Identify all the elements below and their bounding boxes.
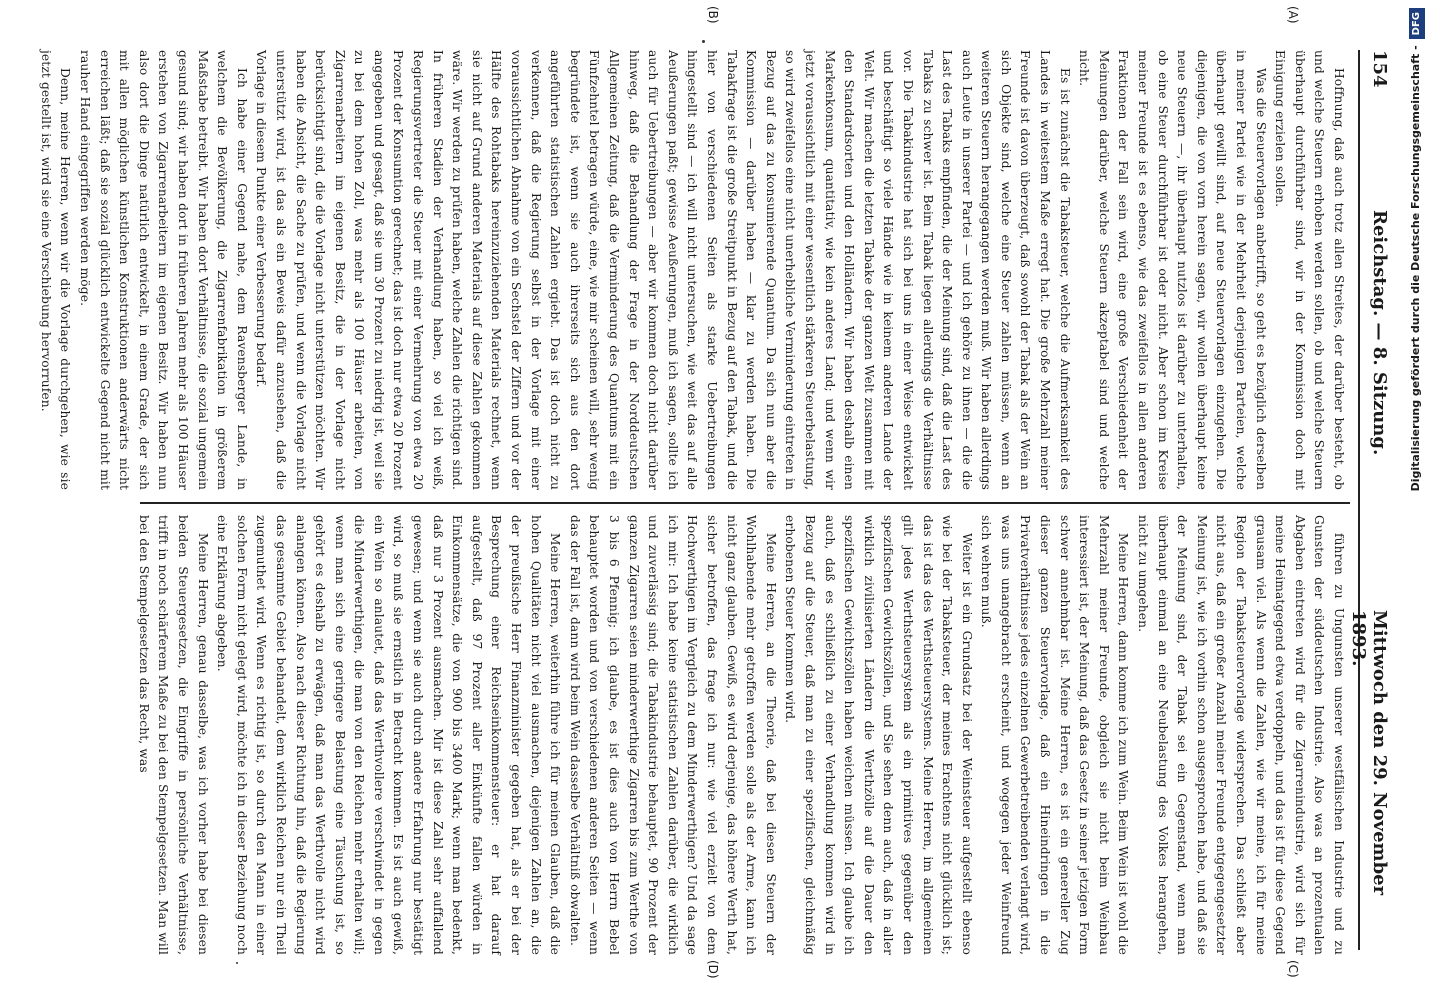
text-column-right <box>136 515 1348 955</box>
paragraph: führen zu Ungunsten unserer westfälischen Industrie und zu Gunsten der süddeutschen Industrie. Also was an prozentualen Abgaben eintreten wird für die Zigarrenindustrie, wird sich für meine Heimatgegend etwa verdoppeln, und das ist für diese Gegend grausam viel. Als wenn die Zahlen, wie wir meine, ich für meine Region der Tabaksteuervorlage widersprechen. Das schließt aber nicht aus, daß ein großer Anzahl meiner Freunde entgegengesetzter Meinung ist, wie ich vorhin schon ausgesprochen habe, und daß sie der Meinung sind, der Tabak sei ein Gegenstand, wenn man überhaupt einmal an eine Neubelastung des Volkes herangehen, nicht zu umgehen. <box>1136 515 1346 955</box>
paragraph: Es ist zunächst die Tabaksteuer, welche die Aufmerksamkeit des Landes in weitestem Maße erregt hat. Die große Mehrzahl meiner Freunde ist davon überzeugt, daß sowohl der Tabak als der Wein an sich Objekte sind, welche eine Steuer zahlen müssen, wenn an weiteren Steuern herangegangen werden muß. Wir haben allerdings auch Leute in unserer Partei — und ich gehöre zu ihnen — die die Last des Tabaks empfinden, die der Meinung sind, daß die Last des Tabaks zu schwer ist. Beim Tabak liegen allerdings die Verhältnisse vor. Die Tabakindustrie hat sich bei uns in einer Weise entwickelt und beschäftigt so viele Hände wie in keinem anderen Lande der Welt. Wir machen die letzten Tabake der ganzen Welt zusammen mit den Standardsorten und den Holländern. Wir haben deshalb einen Markenkonsum, quantitativ, wie kein anderes Land; und wenn wir jetzt voraussichtlich mit einer wesentlich stärkeren Steuerbelastung, so wird zweifellos eine nicht unerhebliche Verminderung eintreten in Bezug auf das zu konsumierende Quantum. Da sich nun aber die Kommission — darüber haben — klar zu werden haben. Die Tabakfrage ist die große Streitpunkt in Bezug auf den Tabak, und die hier von verschiedenen Seiten als starke Uebertreibungen hingestellt sind — ich will nicht untersuchen, wie weit das auf alle Aeußerungen paßt; gewisse Aeußerungen, muß ich sagen, sollte ich auch für Uebertreibungen — aber wir kommen doch nicht darüber hinweg, daß die Behandlung der Frage in der Norddeutschen Allgemeinen Zeitung, daß die Verminderung des Quantums mit ein Fünfzehntel betragen würde, eine, wie mir scheinen will, sehr wenig begründete ist, wenn sie auch ihrerseits sich aus den dort angeführten statistischen Zahlen ergiebt. Das ist doch nicht zu verkennen, daß die Regierung selbst in der Vorlage mit einer voraussichtlichen Abnahme von ein Sechstel der Ziffern und vor der Hälfte des Rohtabaks hereinzuziehenden Materials rechnet, wenn sie nicht auf Grund anderen Materials auf diese Zahlen gekommen wäre. Wir werden zu prüfen haben, welche Zahlen die richtigen sind. In früheren Stadien der Verhandlung haben, so viel ich weiß, Regierungsvertreter die Steuer mit einer Vermehrung von etwa 20 Prozent der Konsumtion gerechnet; das ist doch nur etwa 20 Prozent angegeben und gesagt, daß sie um 30 Prozent zu niedrig ist, weil sie zu bei dem hohen Zoll, was mehr als 100 Häuser arbeiten, von Zigarrenarbeitern im eigenen Besitz, die in der Vorlage nicht berücksichtigt sind, die die Vorlage nicht unterstützen möchten. Wir haben die Absicht, die Sache zu prüfen, und wenn die Vorlage nicht unterstützt wird, ist das als ein Beweis dafür anzusehen, daß die Vorlage in diesem Punkte einer Verbesserung bedarf. <box>254 50 1072 490</box>
session-title: Reichstag. — 8. Sitzung. <box>1369 210 1390 456</box>
scan-speck <box>702 40 705 43</box>
text-column-left <box>38 50 1348 490</box>
page-header <box>1348 50 1400 950</box>
paragraph: Meine Herren, weiterhin führe ich für meinen Glauben, daß die hohen Qualitäten nicht viel ausmachen, diejenigen Zahlen an, die der preußische Herr Finanzminister gegeben hat, als er bei der Besprechung einer Reichseinkommensteuer: er hat darauf aufgestellt, daß 97 Prozent aller Einkünfte fallen würden in Einkommensätze, die von 900 bis 3400 Mark; wenn man bedenkt, daß nur 3 Prozent ausmachen. Mir ist diese Zahl sehr auffallend gewesen; und wenn sie auch durch andere Erfahrung nur bestätigt wird, so muß sie ernstlich in Betracht kommen. Es ist auch gewiß, ein Wein so anlautet, daß das Werthvollere verschwindet in gegen die Minderwerthigen, die man von den Reichen mehr erhalten will; wenn man sich eine geringere Belastung eine Täuschung ist, so gehört es deshalb zu erwägen, daß man das Werthvolle nicht wird anlangen können. Also nach dieser Richtung hin, daß die Regierung das gesammte Gebiet behandelt, dem wirklich Reichen nur ein Theil zugemuthet wird. Wenn es richtig ist, so durch den Mann in einer solchen Form nicht gelegt wird, möchte ich in dieser Beziehung noch eine Erklärung abgeben. <box>215 515 563 955</box>
margin-marker-b: (B) <box>706 6 720 24</box>
paragraph: Ich habe einer Gegend nahe, dem Ravensberger Lande, in welchem die Bevölkerung, die Zigarrenfabrikation in größerem Maßstabe betreibt. Wir haben dort Verhältnisse, die sozial ungemein gesund sind; wir haben dort in früheren Jahren mehr als 100 Häuser erstehen von Zigarrenarbeitern im eigenen Besitz. Wir haben nun also dort die Dinge natürlich entwickelt, in einem Grade, der sich mit allen möglichen künstlichen Konstruktionen anderwärts nicht erreichen läßt; daß sie sozial glücklich entwickelte Gegend nicht mit rauher Hand eingegriffen werden möge. <box>78 50 249 490</box>
paragraph: Was die Steuervorlagen anbetrifft, so geht es bezüglich derselben in meiner Partei wie in der Mehrheit derjenigen Parteien, welche überhaupt gewillt sind, auf neue Steuervorlagen einzugehen. Die diejenigen, die von vorn herein sagen, wir wollen überhaupt keine neue Steuern —, ihr überhaupt nutzlos ist darüber zu unterhalten, ob eine Steuer durchführbar ist oder nicht. Aber schon im Kreise meiner Freunde ist es ebenso, wie das zweifellos in allen anderen Fraktionen der Fall sein wird, eine große Verschiedenheit der Meinungen darüber, welche Steuern akzeptabel sind und welche nicht. <box>1077 50 1268 490</box>
dfg-logo: DFG <box>1409 8 1425 39</box>
paragraph: Meine Herren, genau dasselbe, was ich vorher habe bei diesen beiden Steuergesetzen, die Eingriffe in persönliche Verhältnisse, trifft in noch schärferem Maße zu bei den Stempelgesetzen. Man will bei den Stempelgesetzen das Recht, was <box>136 515 210 955</box>
paragraph: Hoffnung, daß auch trotz allen Streites, der darüber besteht, ob und welche Steuern erhoben werden sollen, ob und welche Steuern überhaupt durchführbar sind, wir in der Kommission doch mit Einigung erzielen sollen. <box>1273 50 1346 490</box>
column-divider <box>140 502 1350 504</box>
paragraph: Meine Herren, dann komme ich zum Wein. Beim Wein ist wohl die Mehrzahl meiner Freunde, obgleich sie nicht beim Weinbau interessiert ist, der Meinung, daß das Gesetz in seiner jetzigen Form schwer annehmbar ist. Meine Herren, es ist ein genereller Zug dieser ganzen Steuervorlage, daß ein Hineindringen in die Privatverhältnisse jedes einzelnen Gewerbetreibenden verlangt wird, was uns unangebracht erscheint, und wogegen jeder Weinfreund sich wehren muß. <box>979 515 1131 955</box>
scan-speck <box>236 962 238 964</box>
paragraph: Meine Herren, an die Theorie, daß bei diesen Steuern der Wohlhabende mehr getroffen werden solle als der Arme, kann ich nicht ganz glauben. Gewiß, es wird derjenige, das höhere Werth hat, sicher betroffen, das frage ich nur: wie viel erzielt von dem Hochwerthigen im Vergleich zu dem Minderwerthigen? Und da sage ich mir: Ich habe keine statistischen Zahlen darüber, die wirklich und zuverlässig sind; die Tabakindustrie behauptet, 90 Prozent der ganzen Zigarren seien minderwerthige Zigarren bis zum Werthe von 3 bis 6 Pfennig; ich glaube, es ist dies auch von Herrn Bebel behauptet worden und von verschiedenen anderen Seiten — wenn das der Fall ist, dann wird beim Wein dasselbe Verhältniß obwalten. <box>567 515 778 955</box>
digitization-credit <box>1405 8 1427 948</box>
margin-marker-c: (C) <box>1286 960 1300 978</box>
margin-marker-a: (A) <box>1286 6 1300 24</box>
rotated-page <box>38 6 1420 980</box>
page-number: 154 <box>1369 50 1390 88</box>
session-date: Mittwoch den 29. November 1893. <box>1348 610 1390 896</box>
margin-marker-d: (D) <box>706 960 720 979</box>
digitization-credit-text: Digitalisierung gefördert durch die Deutsche Forschungsgemeinschaft - <box>1409 45 1422 492</box>
paragraph: Denn, meine Herren, wenn wir die Vorlage durchgehen, wie sie jetzt gestellt ist, wird sie eine Verschiebung hervorrufen. <box>38 50 73 490</box>
paragraph: Weiter ist ein Grundsatz bei der Weinsteuer aufgestellt ebenso wie bei der Tabaksteuer, der meines Erachtens nicht glücklich ist; das ist das des Werthsteuersystems. Meine Herren, im allgemeinen gilt jedes Werthsteuersystem als ein primitives gegenüber den spezifischen Gewichtszöllen, und Sie sehen denn auch, daß in aller wirklich zivilisierten Ländern die Werthzölle auf die Dauer den spezifischen Gewichtszöllen haben weichen müssen. Ich glaube ich auch, daß es schließlich zu einer Verhandlung kommen wird in Bezug auf die Steuer, daß man zu einer spezifischen, gleichmäßig erhobenen Steuer kommen wird. <box>783 515 974 955</box>
